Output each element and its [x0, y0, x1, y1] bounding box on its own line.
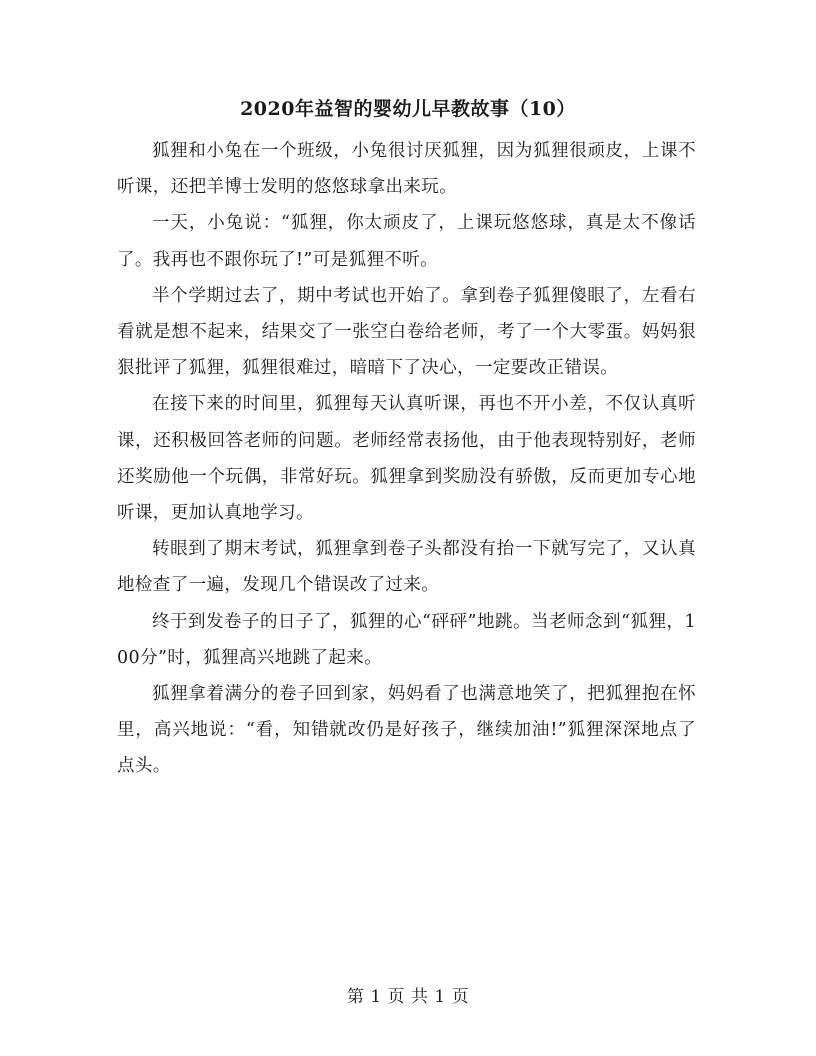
- paragraph: 转眼到了期末考试，狐狸拿到卷子头都没有抬一下就写完了，又认真地检查了一遍，发现几个错误改了过来。: [117, 539, 696, 596]
- paragraph: 狐狸拿着满分的卷子回到家，妈妈看了也满意地笑了，把狐狸抱在怀里，高兴地说：“看，知错就改仍是好孩子，继续加油!”狐狸深深地点了点头。: [117, 684, 696, 777]
- document-body: [117, 133, 696, 785]
- page-number-footer: 第 1 页 共 1 页: [346, 987, 470, 1007]
- document-title: 2020年益智的婴幼儿早教故事（10）: [240, 98, 576, 120]
- paragraph: 半个学期过去了，期中考试也开始了。拿到卷子狐狸傻眼了，左看右看就是想不起来，结果交了一张空白卷给老师，考了一个大零蛋。妈妈狠狠批评了狐狸，狐狸很难过，暗暗下了决心，一定要改正错误。: [117, 285, 696, 379]
- paragraph: 一天，小兔说：“狐狸，你太顽皮了，上课玩悠悠球，真是太不像话了。我再也不跟你玩了!”可是狐狸不听。: [117, 213, 696, 270]
- paragraph: 狐狸和小兔在一个班级，小兔很讨厌狐狸，因为狐狸很顽皮，上课不听课，还把羊博士发明的悠悠球拿出来玩。: [117, 141, 696, 198]
- paragraph: 终于到发卷子的日子了，狐狸的心“砰砰”地跳。当老师念到“狐狸，100分”时，狐狸高兴地跳了起来。: [117, 611, 696, 668]
- paragraph: 在接下来的时间里，狐狸每天认真听课，再也不开小差，不仅认真听课，还积极回答老师的问题。老师经常表扬他，由于他表现特别好，老师还奖励他一个玩偶，非常好玩。狐狸拿到奖励没有骄傲，反而更加专心地听课，更加认真地学习。: [117, 394, 696, 524]
